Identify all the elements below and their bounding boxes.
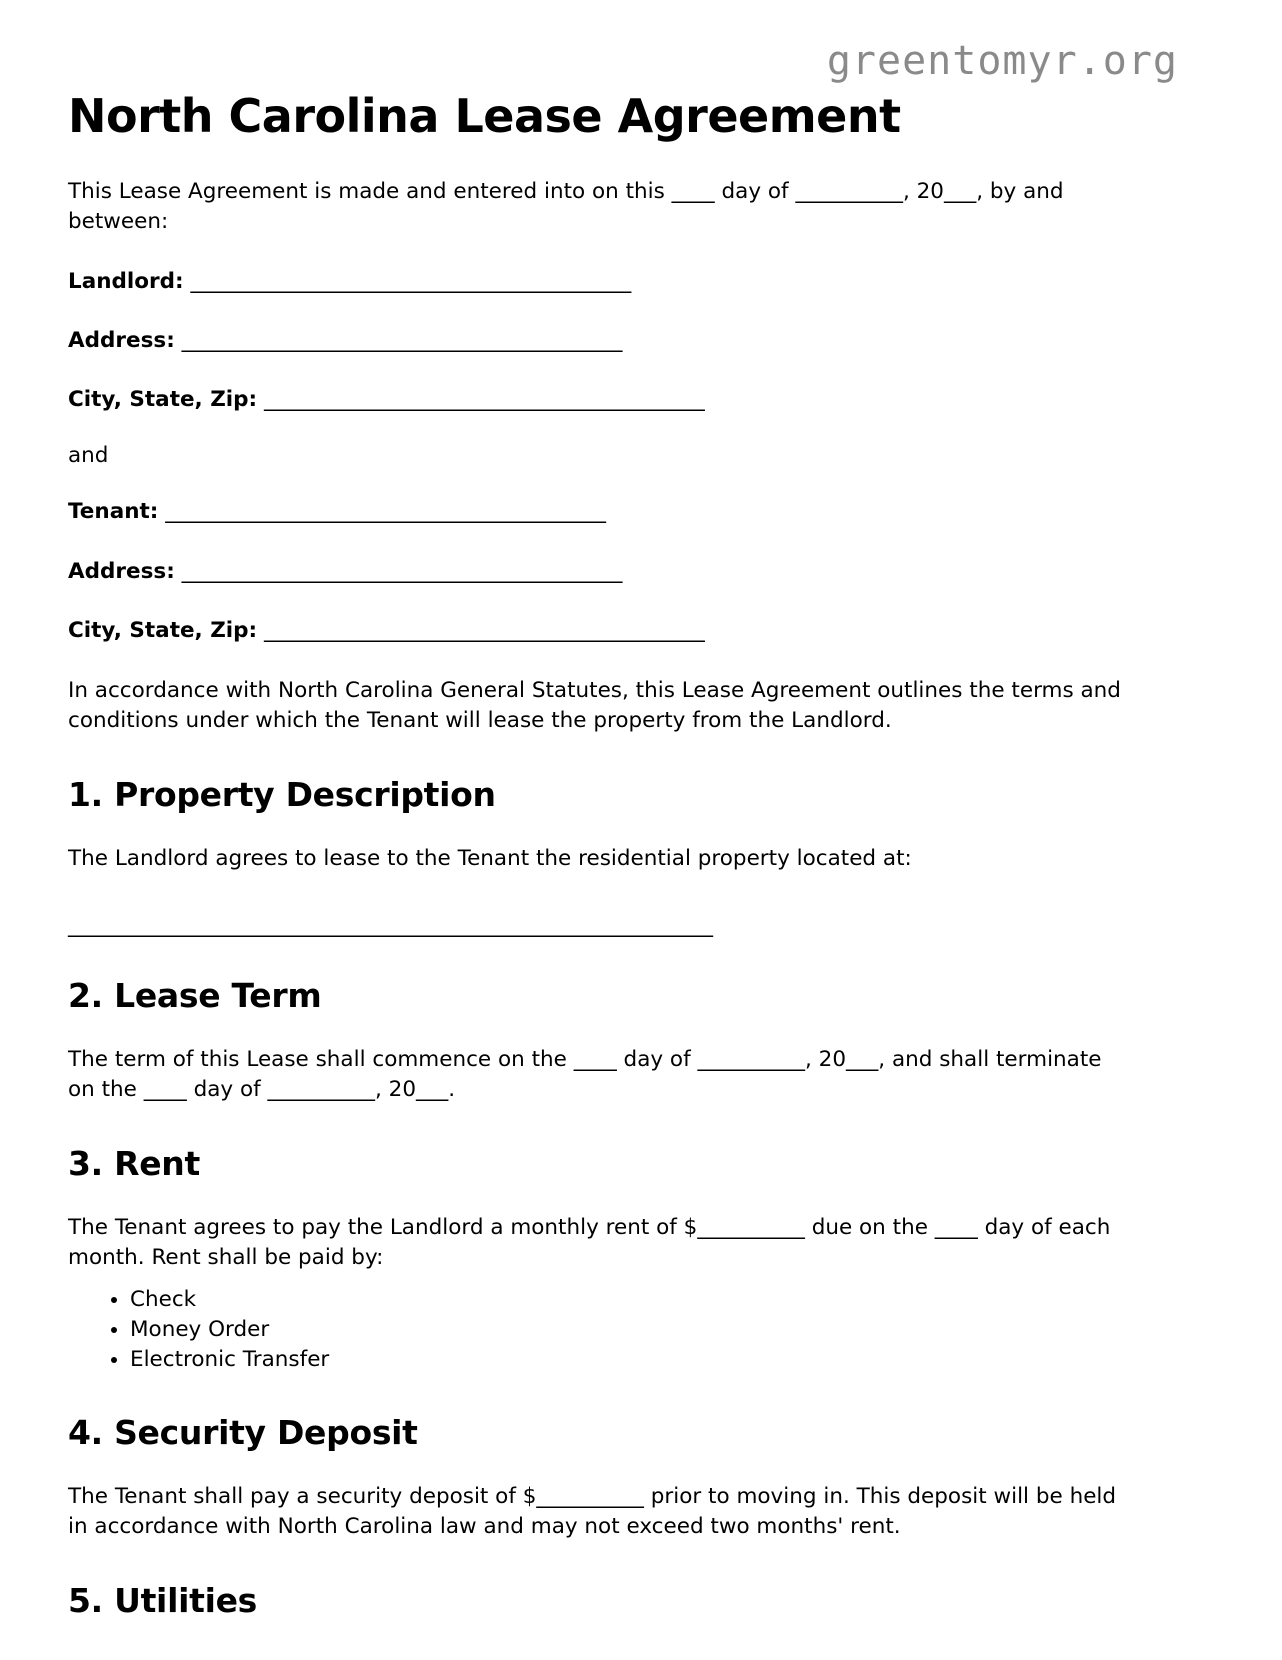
section-text-lease-term: The term of this Lease shall commence on the ____ day of __________, 20___, and shall terminate on the ____ day of __________, 20___.: [68, 1046, 1102, 1103]
tenant-city-state-zip-label: City, State, Zip:: [68, 617, 258, 643]
property-address-blank: ____________________________________________________________: [68, 912, 713, 938]
section-text-security-deposit: The Tenant shall pay a security deposit of $__________ prior to moving in. This deposit will be held in accordance with North Carolina law and may not exceed two months' rent.: [68, 1483, 1117, 1540]
landlord-address-label: Address:: [68, 328, 175, 354]
landlord-city-state-zip-field: [68, 384, 1182, 415]
tenant-address-label: Address:: [68, 558, 175, 584]
landlord-address-field: [68, 325, 1182, 356]
page-title: North Carolina Lease Agreement: [68, 89, 901, 143]
tenant-address-blank: _________________________________________: [174, 558, 623, 584]
landlord-city-state-zip-blank: _________________________________________: [257, 387, 705, 413]
section-heading-utilities: 5. Utilities: [68, 1580, 258, 1620]
intro-paragraph: This Lease Agreement is made and entered into on this ____ day of __________, 20___, by and between:: [68, 178, 1064, 235]
list-item: • Check: [130, 1286, 1182, 1314]
section-heading-security-deposit: 4. Security Deposit: [68, 1412, 418, 1452]
landlord-field: [68, 266, 1182, 297]
and-connector: and: [68, 443, 109, 469]
tenant-city-state-zip-blank: _________________________________________: [257, 617, 705, 643]
section-heading-lease-term: 2. Lease Term: [68, 975, 322, 1015]
site-watermark: greentomyr.org: [826, 38, 1178, 84]
tenant-label: Tenant:: [68, 499, 159, 525]
section-heading-property-description: 1. Property Description: [68, 774, 496, 814]
tenant-city-state-zip-field: [68, 615, 1182, 646]
tenant-field: [68, 496, 1182, 527]
landlord-address-blank: _________________________________________: [174, 328, 623, 354]
tenant-blank: _________________________________________: [158, 499, 606, 525]
list-item: • Electronic Transfer: [130, 1346, 1182, 1374]
section-text-rent: The Tenant agrees to pay the Landlord a monthly rent of $__________ due on the ____ day of each month. Rent shall be paid by:: [68, 1214, 1111, 1271]
list-item: • Money Order: [130, 1316, 1182, 1344]
payment-methods-list: [68, 1286, 1182, 1375]
section-text-property-description: The Landlord agrees to lease to the Tenant the residential property located at:: [68, 845, 912, 871]
landlord-city-state-zip-label: City, State, Zip:: [68, 387, 258, 413]
landlord-label: Landlord:: [68, 268, 184, 294]
section-heading-rent: 3. Rent: [68, 1143, 200, 1183]
statute-note: In accordance with North Carolina General Statutes, this Lease Agreement outlines the terms and conditions under which the Tenant will lease the property from the Landlord.: [68, 677, 1121, 734]
page-bottom-spacer: [68, 1620, 1182, 1660]
tenant-address-field: [68, 556, 1182, 587]
landlord-blank: _________________________________________: [183, 268, 632, 294]
